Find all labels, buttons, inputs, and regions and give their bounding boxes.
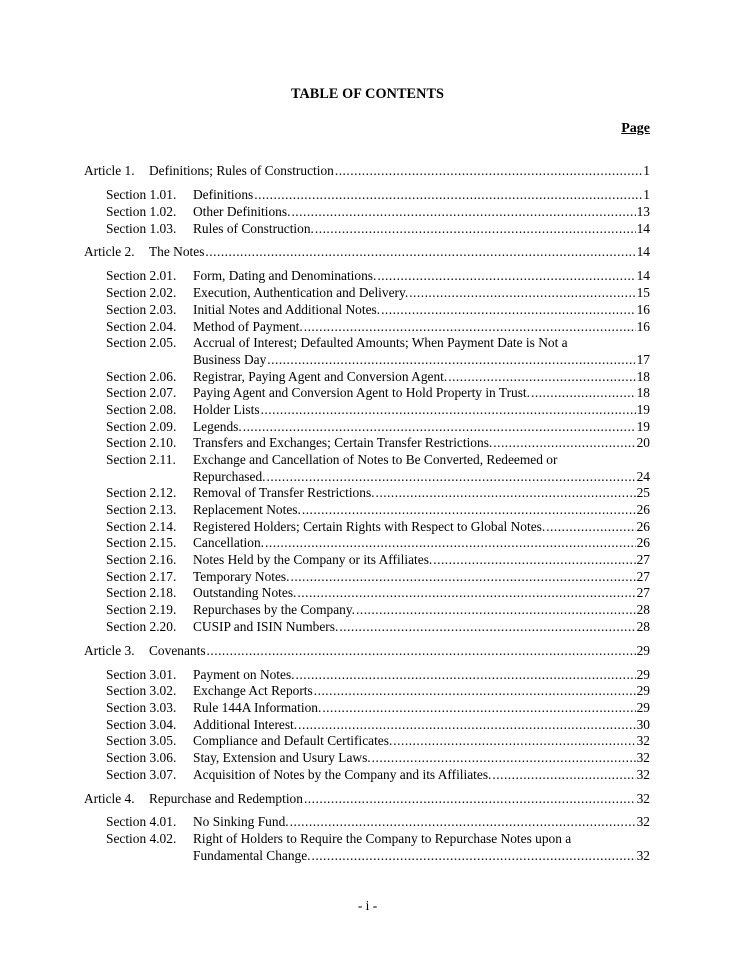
toc-section-entry[interactable]: [106, 401, 650, 418]
toc-section-entry[interactable]: [106, 766, 650, 783]
dot-leader: [261, 401, 636, 418]
toc-entry-title: Removal of Transfer Restrictions.: [193, 485, 375, 500]
toc-section-entry[interactable]: [106, 518, 650, 535]
toc-entry-title: Payment on Notes.: [193, 667, 295, 682]
toc-entry-page: 27: [636, 569, 650, 584]
toc-entry-title: Right of Holders to Require the Company to Repurchase Notes upon a: [193, 831, 572, 846]
toc-section-entry[interactable]: [106, 618, 650, 635]
toc-entry-number: Section 3.02.: [106, 683, 177, 698]
toc-entry-page: 32: [636, 767, 650, 782]
toc-section-entry[interactable]: [106, 267, 650, 284]
toc-entry-title: Other Definitions.: [193, 204, 291, 219]
toc-section-entry[interactable]: [106, 301, 650, 318]
toc-entry-title: Transfers and Exchanges; Certain Transfer Restrictions.: [193, 435, 493, 450]
toc-entry-number: Section 1.03.: [106, 221, 177, 236]
toc-section-entry[interactable]: [106, 830, 650, 847]
toc-entry-page: 16: [636, 319, 650, 334]
toc-entry-page: 29: [636, 667, 650, 682]
toc-section-entry[interactable]: [106, 334, 650, 351]
toc-entry-title: CUSIP and ISIN Numbers.: [193, 619, 339, 634]
toc-entry-continuation[interactable]: [193, 468, 650, 485]
dot-leader: [377, 267, 635, 284]
toc-section-entry[interactable]: [106, 203, 650, 220]
dot-leader: [304, 318, 636, 335]
dot-leader: [546, 518, 635, 535]
toc-entry-page: 17: [636, 352, 650, 367]
page-number-footer: - i -: [357, 898, 378, 913]
toc-section-entry[interactable]: [106, 284, 650, 301]
dot-leader: [335, 162, 642, 179]
dot-leader: [381, 301, 636, 318]
toc-entry-page: 15: [636, 285, 650, 300]
toc-entry-number: Section 2.09.: [106, 419, 177, 434]
toc-entry-page: 26: [636, 502, 650, 517]
toc-entry-number: Section 2.11.: [106, 452, 176, 467]
toc-entry-page: 32: [636, 848, 650, 863]
dot-leader: [312, 847, 636, 864]
toc-entry-page: 32: [636, 733, 650, 748]
dot-leader: [302, 501, 636, 518]
toc-entry-title: Registered Holders; Certain Rights with Respect to Global Notes.: [193, 519, 546, 534]
toc-entry-number: Section 4.01.: [106, 814, 177, 829]
toc-article-entry[interactable]: [84, 162, 650, 179]
toc-entry-title: Method of Payment.: [193, 319, 303, 334]
dot-leader: [393, 732, 635, 749]
toc-entry-title: Repurchase and Redemption: [149, 791, 303, 806]
dot-leader: [433, 551, 635, 568]
dot-leader: [339, 618, 635, 635]
toc-entry-number: Section 2.03.: [106, 302, 177, 317]
toc-section-entry[interactable]: [106, 484, 650, 501]
dot-leader: [531, 384, 636, 401]
toc-entry-continuation[interactable]: [193, 351, 650, 368]
toc-entry-page: 26: [636, 519, 650, 534]
toc-entry-page: 19: [636, 419, 650, 434]
toc-section-entry[interactable]: [106, 534, 650, 551]
toc-entry-title: Outstanding Notes.: [193, 585, 297, 600]
toc-entry-page: 26: [636, 535, 650, 550]
dot-leader: [493, 434, 635, 451]
toc-entry-number: Section 1.02.: [106, 204, 177, 219]
toc-entry-number: Section 3.04.: [106, 717, 177, 732]
toc-entry-number: Article 2.: [84, 244, 135, 259]
toc-entry-number: Section 2.02.: [106, 285, 177, 300]
toc-entry-page: 18: [636, 385, 650, 400]
toc-entry-title: The Notes: [149, 244, 205, 259]
toc-entry-page: 14: [636, 244, 650, 259]
toc-entry-number: Section 2.12.: [106, 485, 177, 500]
toc-section-entry[interactable]: [106, 682, 650, 699]
toc-section-entry[interactable]: [106, 584, 650, 601]
toc-entry-title: Fundamental Change.: [193, 848, 311, 863]
dot-leader: [409, 284, 635, 301]
toc-section-entry[interactable]: [106, 418, 650, 435]
toc-entry-page: 29: [636, 643, 650, 658]
toc-entry-title: Form, Dating and Denominations.: [193, 268, 377, 283]
dot-leader: [265, 534, 636, 551]
dot-leader: [267, 351, 635, 368]
page-column-header: Page: [621, 121, 650, 136]
dot-leader: [290, 813, 636, 830]
toc-entry-page: 16: [636, 302, 650, 317]
toc-entry-title: Rule 144A Information.: [193, 700, 322, 715]
toc-entry-number: Section 2.15.: [106, 535, 177, 550]
toc-entry-title: Exchange and Cancellation of Notes to Be Converted, Redeemed or: [193, 452, 558, 467]
toc-entry-page: 27: [636, 552, 650, 567]
toc-entry-number: Article 1.: [84, 163, 135, 178]
toc-entry-title: Temporary Notes.: [193, 569, 290, 584]
toc-entry-number: Section 2.13.: [106, 502, 177, 517]
toc-entry-number: Section 2.16.: [106, 552, 177, 567]
dot-leader: [372, 749, 636, 766]
dot-leader: [314, 682, 636, 699]
toc-entry-number: Section 2.08.: [106, 402, 177, 417]
toc-entry-page: 1: [643, 163, 650, 178]
toc-entry-page: 1: [643, 187, 650, 202]
dot-leader: [297, 584, 635, 601]
toc-entry-page: 32: [636, 750, 650, 765]
toc-section-entry[interactable]: [106, 716, 650, 733]
toc-entry-number: Section 2.14.: [106, 519, 177, 534]
toc-entry-number: Section 2.18.: [106, 585, 177, 600]
toc-entry-page: 19: [636, 402, 650, 417]
toc-section-entry[interactable]: [106, 384, 650, 401]
toc-section-entry[interactable]: [106, 186, 650, 203]
dot-leader: [207, 642, 636, 659]
toc-entry-page: 28: [636, 619, 650, 634]
toc-entry-page: 14: [636, 221, 650, 236]
dot-leader: [492, 766, 635, 783]
toc-entry-title: Rules of Construction.: [193, 221, 314, 236]
toc-section-entry[interactable]: [106, 368, 650, 385]
toc-section-entry[interactable]: [106, 666, 650, 683]
toc-section-entry[interactable]: [106, 220, 650, 237]
toc-entry-title: Definitions; Rules of Construction: [149, 163, 334, 178]
toc-article-entry[interactable]: [84, 243, 650, 260]
toc-entry-continuation[interactable]: [193, 847, 650, 864]
toc-entry-number: Article 3.: [84, 643, 135, 658]
dot-leader: [448, 368, 635, 385]
toc-entry-title: Covenants: [149, 643, 206, 658]
toc-entry-title: Initial Notes and Additional Notes.: [193, 302, 381, 317]
toc-entry-title: Execution, Authentication and Delivery.: [193, 285, 409, 300]
toc-title: TABLE OF CONTENTS: [290, 86, 445, 102]
toc-entry-number: Section 3.05.: [106, 733, 177, 748]
toc-entry-number: Section 3.06.: [106, 750, 177, 765]
dot-leader: [254, 186, 642, 203]
toc-entry-title: Paying Agent and Conversion Agent to Hold Property in Trust.: [193, 385, 531, 400]
toc-entry-number: Section 3.01.: [106, 667, 177, 682]
dot-leader: [315, 220, 636, 237]
toc-entry-number: Section 4.02.: [106, 831, 177, 846]
toc-entry-title: Stay, Extension and Usury Laws.: [193, 750, 371, 765]
toc-entry-number: Section 2.07.: [106, 385, 177, 400]
toc-entry-page: 24: [636, 469, 650, 484]
toc-entry-page: 29: [636, 700, 650, 715]
toc-entry-number: Section 2.17.: [106, 569, 177, 584]
toc-entry-title: Legends.: [193, 419, 242, 434]
dot-leader: [296, 666, 636, 683]
toc-entry-number: Section 2.10.: [106, 435, 177, 450]
toc-entry-title: Registrar, Paying Agent and Conversion Agent.: [193, 369, 448, 384]
toc-entry-number: Section 2.19.: [106, 602, 177, 617]
toc-entry-title: Holder Lists: [193, 402, 260, 417]
toc-entry-title: Compliance and Default Certificates.: [193, 733, 393, 748]
dot-leader: [291, 203, 635, 220]
dot-leader: [267, 468, 636, 485]
toc-article-entry[interactable]: [84, 642, 650, 659]
toc-section-entry[interactable]: [106, 699, 650, 716]
toc-entry-number: Section 2.04.: [106, 319, 177, 334]
toc-entry-title: Exchange Act Reports: [193, 683, 313, 698]
toc-entry-number: Section 3.03.: [106, 700, 177, 715]
toc-section-entry[interactable]: [106, 434, 650, 451]
toc-entry-page: 30: [636, 717, 650, 732]
toc-entry-title: Notes Held by the Company or its Affiliates.: [193, 552, 433, 567]
toc-entry-page: 27: [636, 585, 650, 600]
toc-entry-number: Section 2.06.: [106, 369, 177, 384]
toc-entry-title: Acquisition of Notes by the Company and its Affiliates.: [193, 767, 492, 782]
toc-section-entry[interactable]: [106, 318, 650, 335]
toc-entry-page: 29: [636, 683, 650, 698]
toc-section-entry[interactable]: [106, 732, 650, 749]
toc-entry-number: Section 2.01.: [106, 268, 177, 283]
dot-leader: [376, 484, 636, 501]
toc-section-entry[interactable]: [106, 601, 650, 618]
toc-entry-title: Repurchases by the Company.: [193, 602, 356, 617]
dot-leader: [298, 716, 635, 733]
toc-entry-title: Accrual of Interest; Defaulted Amounts; When Payment Date is Not a: [193, 335, 568, 350]
toc-entry-number: Section 2.05.: [106, 335, 177, 350]
toc-entry-number: Article 4.: [84, 791, 135, 806]
toc-entry-page: 28: [636, 602, 650, 617]
dot-leader: [243, 418, 636, 435]
toc-entry-title: Additional Interest.: [193, 717, 298, 732]
toc-entry-number: Section 1.01.: [106, 187, 177, 202]
toc-section-entry[interactable]: [106, 568, 650, 585]
dot-leader: [291, 568, 636, 585]
toc-entry-number: Section 2.20.: [106, 619, 177, 634]
toc-entry-page: 20: [636, 435, 650, 450]
toc-entry-page: 32: [636, 791, 650, 806]
toc-entry-title: No Sinking Fund.: [193, 814, 289, 829]
dot-leader: [304, 790, 636, 807]
dot-leader: [322, 699, 635, 716]
toc-section-entry[interactable]: [106, 451, 650, 468]
toc-entry-title: Business Day: [193, 352, 267, 367]
toc-section-entry[interactable]: [106, 813, 650, 830]
toc-entry-page: 14: [636, 268, 650, 283]
toc-entry-title: Definitions: [193, 187, 254, 202]
toc-section-entry[interactable]: [106, 501, 650, 518]
toc-entry-page: 32: [636, 814, 650, 829]
toc-entry-page: 25: [636, 485, 650, 500]
dot-leader: [205, 243, 635, 260]
toc-entry-number: Section 3.07.: [106, 767, 177, 782]
toc-entry-title: Cancellation.: [193, 535, 265, 550]
toc-article-entry[interactable]: [84, 790, 650, 807]
toc-section-entry[interactable]: [106, 749, 650, 766]
dot-leader: [356, 601, 636, 618]
toc-entry-page: 13: [636, 204, 650, 219]
toc-entry-page: 18: [636, 369, 650, 384]
toc-section-entry[interactable]: [106, 551, 650, 568]
toc-entry-title: Repurchased.: [193, 469, 266, 484]
toc-entry-title: Replacement Notes.: [193, 502, 301, 517]
